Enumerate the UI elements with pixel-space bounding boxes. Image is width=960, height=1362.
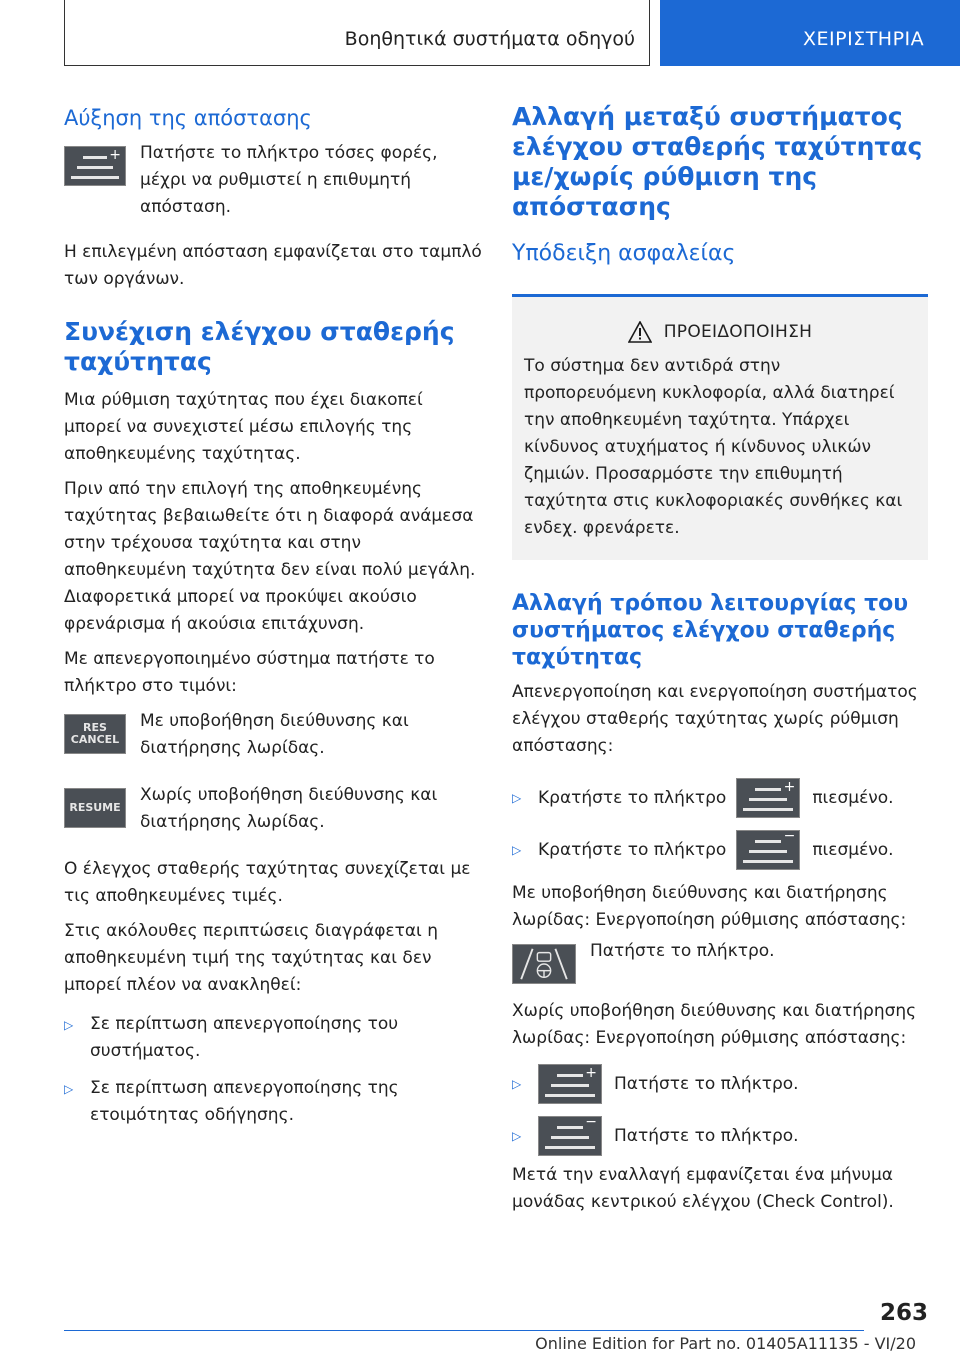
section-title-increase-distance: Αύξηση της απόστασης — [64, 106, 312, 130]
left-column — [64, 100, 484, 1129]
header-title: Βοηθητικά συστήματα οδηγού — [344, 28, 635, 50]
res-cancel-text: Με υποβοήθηση διεύθυνσης και διατήρησης λωρίδας. — [140, 711, 409, 758]
resume-row — [64, 785, 484, 836]
res-label: RES — [83, 721, 107, 734]
warning-box — [512, 294, 928, 560]
header-frame — [64, 0, 650, 66]
bullet-triangle-icon: ▷ — [64, 1018, 74, 1032]
distance-plus-icon: + — [736, 778, 800, 818]
list-item-text: Κρατήστε το πλήκτρο — [538, 787, 727, 808]
bullet-triangle-icon: ▷ — [512, 1129, 522, 1143]
list-item-text: πιεσμένο. — [812, 839, 894, 860]
res-cancel-row — [64, 711, 484, 762]
distance-plus-row — [64, 143, 484, 221]
bullet-triangle-icon: ▷ — [512, 843, 522, 857]
steering-assist-text: Πατήστε το πλήκτρο. — [590, 941, 775, 961]
resume-text: Χωρίς υποβοήθηση διεύθυνσης και διατήρησης λωρίδας. — [140, 785, 438, 832]
section-subtitle-safety: Υπόδειξη ασφαλείας — [512, 241, 736, 266]
warning-text: Το σύστημα δεν αντιδρά στην προπορευόμενη κυκλοφορία, αλλά διατηρεί την αποθηκευμένη ταχύτητα. Υπάρχει κίνδυνος ατυχήματος ή κίνδυνος υλικών ζημιών. Προσαρμόστε την επιθυμητή ταχύτητα στις κυκλοφοριακές συνθήκες και ενδεχ. φρενάρετε. — [524, 356, 903, 538]
resume-button-icon — [64, 788, 126, 828]
steering-assist-row — [512, 941, 928, 984]
distance-plus-text: Πατήστε το πλήκτρο τόσες φορές, μέχρι να ρυθμιστεί η επιθυμητή απόσταση. — [140, 143, 438, 217]
list-item-text: Πατήστε το πλήκτρο. — [614, 1073, 799, 1094]
paragraph: Στις ακόλουθες περιπτώσεις διαγράφεται η αποθηκευμένη τιμή της ταχύτητας και δεν μπορεί πλέον να ανακληθεί: — [64, 921, 438, 995]
footer-edition: Online Edition for Part no. 01405A11135 - VI/20 — [535, 1334, 916, 1353]
distance-minus-icon: − — [538, 1116, 602, 1156]
list-item-text: πιεσμένο. — [812, 787, 894, 808]
page-number: 263 — [879, 1300, 928, 1326]
distance-minus-icon: − — [736, 830, 800, 870]
right-column — [512, 100, 928, 1216]
res-cancel-button-icon — [64, 714, 126, 754]
list-item-text: Κρατήστε το πλήκτρο — [538, 839, 727, 860]
distance-plus-icon: + — [538, 1064, 602, 1104]
paragraph: Πριν από την επιλογή της αποθηκευμένης ταχύτητας βεβαιωθείτε ότι η διαφορά ανάμεσα στην τρέχουσα ταχύτητα και στην αποθηκευμένη ταχύτητα δεν είναι πολύ μεγάλη. Διαφορετικά μπορεί να προκύψει ακούσιο φρενάρισμα ή ακούσια επιτάχυνση. — [64, 479, 476, 634]
bullet-triangle-icon: ▷ — [512, 791, 522, 805]
list-item — [512, 830, 928, 870]
list-item — [512, 1064, 928, 1104]
bullet-triangle-icon: ▷ — [512, 1077, 522, 1091]
header-tab-label: ΧΕΙΡΙΣΤΗΡΙΑ — [803, 28, 925, 50]
paragraph: Απενεργοποίηση και ενεργοποίηση συστήματος ελέγχου σταθερής ταχύτητας χωρίς ρύθμιση απόστασης: — [512, 682, 918, 756]
cancel-label: CANCEL — [70, 733, 120, 746]
bullet-triangle-icon: ▷ — [64, 1082, 74, 1096]
warning-header — [524, 321, 916, 343]
paragraph: Χωρίς υποβοήθηση διεύθυνσης και διατήρησης λωρίδας: Ενεργοποίηση ρύθμισης απόστασης: — [512, 1001, 917, 1048]
warning-title: ΠΡΟΕΙΔΟΠΟΙΗΣΗ — [663, 322, 813, 342]
list-item — [512, 1116, 928, 1156]
distance-plus-icon: + — [64, 146, 126, 186]
steering-assist-icon — [512, 944, 576, 984]
page-header — [0, 0, 960, 66]
paragraph: Με απενεργοποιημένο σύστημα πατήστε το πλήκτρο στο τιμόνι: — [64, 649, 435, 696]
paragraph: Η επιλεγμένη απόσταση εμφανίζεται στο ταμπλό των οργάνων. — [64, 242, 482, 289]
warning-triangle-icon — [628, 321, 652, 343]
paragraph: Μετά την εναλλαγή εμφανίζεται ένα μήνυμα μονάδας κεντρικού ελέγχου (Check Control). — [512, 1165, 894, 1212]
paragraph: Μια ρύθμιση ταχύτητας που έχει διακοπεί μπορεί να συνεχιστεί μέσω επιλογής της αποθηκευμένης ταχύτητας. — [64, 390, 423, 464]
list-item — [64, 1011, 484, 1065]
section-title-resume: Συνέχιση ελέγχου σταθερής ταχύτητας — [64, 317, 455, 376]
section-title-switch: Αλλαγή μεταξύ συστήματος ελέγχου σταθερής ταχύτητας με/χωρίς ρύθμιση της απόστασης — [512, 102, 923, 221]
list-item-text: Πατήστε το πλήκτρο. — [614, 1125, 799, 1146]
header-tab — [660, 0, 960, 66]
paragraph: Με υποβοήθηση διεύθυνσης και διατήρησης λωρίδας: Ενεργοποίηση ρύθμισης απόστασης: — [512, 883, 907, 930]
list-item-text: Σε περίπτωση απενεργοποίησης του συστήματος. — [90, 1014, 399, 1061]
list-item-text: Σε περίπτωση απενεργοποίησης της ετοιμότητας οδήγησης. — [90, 1078, 399, 1125]
paragraph: Ο έλεγχος σταθερής ταχύτητας συνεχίζεται με τις αποθηκευμένες τιμές. — [64, 859, 471, 906]
resume-label: RESUME — [69, 801, 121, 814]
section-title-mode: Αλλαγή τρόπου λειτουργίας του συστήματος ελέγχου σταθερής ταχύτητας — [512, 591, 909, 670]
list-item — [512, 778, 928, 818]
list-item — [64, 1075, 484, 1129]
footer-divider — [64, 1330, 864, 1331]
